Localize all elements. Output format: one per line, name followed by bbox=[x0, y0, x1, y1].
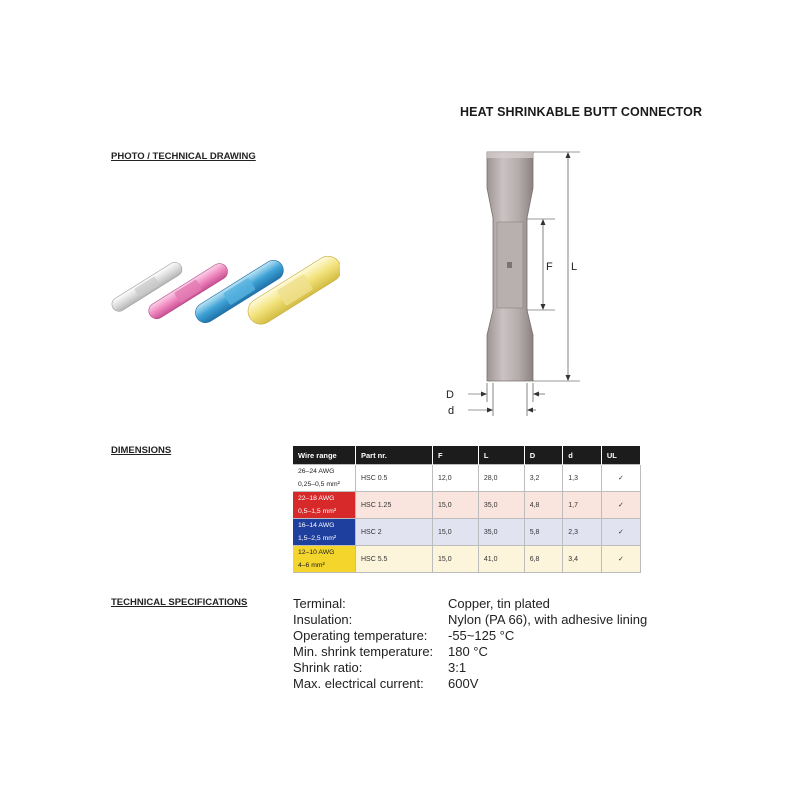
D-cell: 4,8 bbox=[524, 492, 563, 519]
spec-label: Operating temperature: bbox=[293, 628, 428, 643]
header-D: D bbox=[524, 446, 563, 465]
L-cell: 35,0 bbox=[478, 519, 524, 546]
wire-range-cell bbox=[293, 519, 356, 546]
spec-value: 3:1 bbox=[448, 660, 467, 675]
spec-value: Nylon (PA 66), with adhesive lining bbox=[448, 612, 648, 627]
header-d: d bbox=[563, 446, 602, 465]
wire-awg: 16–14 AWG bbox=[298, 522, 335, 529]
spec-label: Terminal: bbox=[293, 596, 346, 611]
specs-section-heading: TECHNICAL SPECIFICATIONS bbox=[111, 597, 248, 608]
table-row bbox=[293, 546, 641, 573]
F-cell: 12,0 bbox=[433, 465, 479, 492]
wire-range-cell bbox=[293, 546, 356, 573]
spec-label: Min. shrink temperature: bbox=[293, 644, 434, 659]
wire-range-cell bbox=[293, 465, 356, 492]
table-row bbox=[293, 465, 641, 492]
wire-mm: 4–6 mm² bbox=[298, 562, 325, 569]
wire-mm: 0,5–1,5 mm² bbox=[298, 508, 337, 515]
F-cell: 15,0 bbox=[433, 519, 479, 546]
table-header-row bbox=[293, 446, 641, 465]
part-nr-cell: HSC 1.25 bbox=[356, 492, 433, 519]
part-nr-cell: HSC 2 bbox=[356, 519, 433, 546]
wire-awg: 26–24 AWG bbox=[298, 468, 335, 475]
F-cell: 15,0 bbox=[433, 546, 479, 573]
photo-section-heading: PHOTO / TECHNICAL DRAWING bbox=[111, 151, 256, 162]
dim-d-label: d bbox=[448, 405, 455, 417]
product-photo bbox=[105, 240, 340, 330]
D-cell: 5,8 bbox=[524, 519, 563, 546]
header-L: L bbox=[478, 446, 524, 465]
d-cell: 1,3 bbox=[563, 465, 602, 492]
technical-drawing bbox=[430, 140, 600, 430]
L-cell: 41,0 bbox=[478, 546, 524, 573]
table-row bbox=[293, 492, 641, 519]
header-F: F bbox=[433, 446, 479, 465]
ul-check-icon: ✓ bbox=[601, 492, 640, 519]
spec-value: 180 °C bbox=[448, 644, 488, 659]
D-cell: 3,2 bbox=[524, 465, 563, 492]
d-cell: 1,7 bbox=[563, 492, 602, 519]
wire-range-cell bbox=[293, 492, 356, 519]
spec-label: Insulation: bbox=[293, 612, 353, 627]
wire-mm: 0,25–0,5 mm² bbox=[298, 481, 340, 488]
dimensions-section-heading: DIMENSIONS bbox=[111, 445, 172, 456]
header-part-nr: Part nr. bbox=[356, 446, 433, 465]
F-cell: 15,0 bbox=[433, 492, 479, 519]
spec-value: 600V bbox=[448, 676, 479, 691]
dim-D-label: D bbox=[446, 389, 454, 401]
dim-F-label: F bbox=[546, 261, 553, 273]
spec-label: Max. electrical current: bbox=[293, 676, 424, 691]
wire-mm: 1,5–2,5 mm² bbox=[298, 535, 337, 542]
d-cell: 2,3 bbox=[563, 519, 602, 546]
part-nr-cell: HSC 0.5 bbox=[356, 465, 433, 492]
ul-check-icon: ✓ bbox=[601, 519, 640, 546]
table-row bbox=[293, 519, 641, 546]
wire-awg: 12–10 AWG bbox=[298, 549, 335, 556]
spec-value: Copper, tin plated bbox=[448, 596, 550, 611]
header-UL: UL bbox=[601, 446, 640, 465]
dim-L-label: L bbox=[571, 261, 578, 273]
dimensions-table bbox=[293, 446, 641, 573]
spec-label: Shrink ratio: bbox=[293, 660, 363, 675]
part-nr-cell: HSC 5.5 bbox=[356, 546, 433, 573]
spec-value: -55~125 °C bbox=[448, 628, 515, 643]
page-title: HEAT SHRINKABLE BUTT CONNECTOR bbox=[460, 105, 703, 119]
ul-check-icon: ✓ bbox=[601, 465, 640, 492]
wire-awg: 22–18 AWG bbox=[298, 495, 335, 502]
header-wire-range: Wire range bbox=[293, 446, 356, 465]
L-cell: 28,0 bbox=[478, 465, 524, 492]
D-cell: 6,8 bbox=[524, 546, 563, 573]
d-cell: 3,4 bbox=[563, 546, 602, 573]
L-cell: 35,0 bbox=[478, 492, 524, 519]
ul-check-icon: ✓ bbox=[601, 546, 640, 573]
